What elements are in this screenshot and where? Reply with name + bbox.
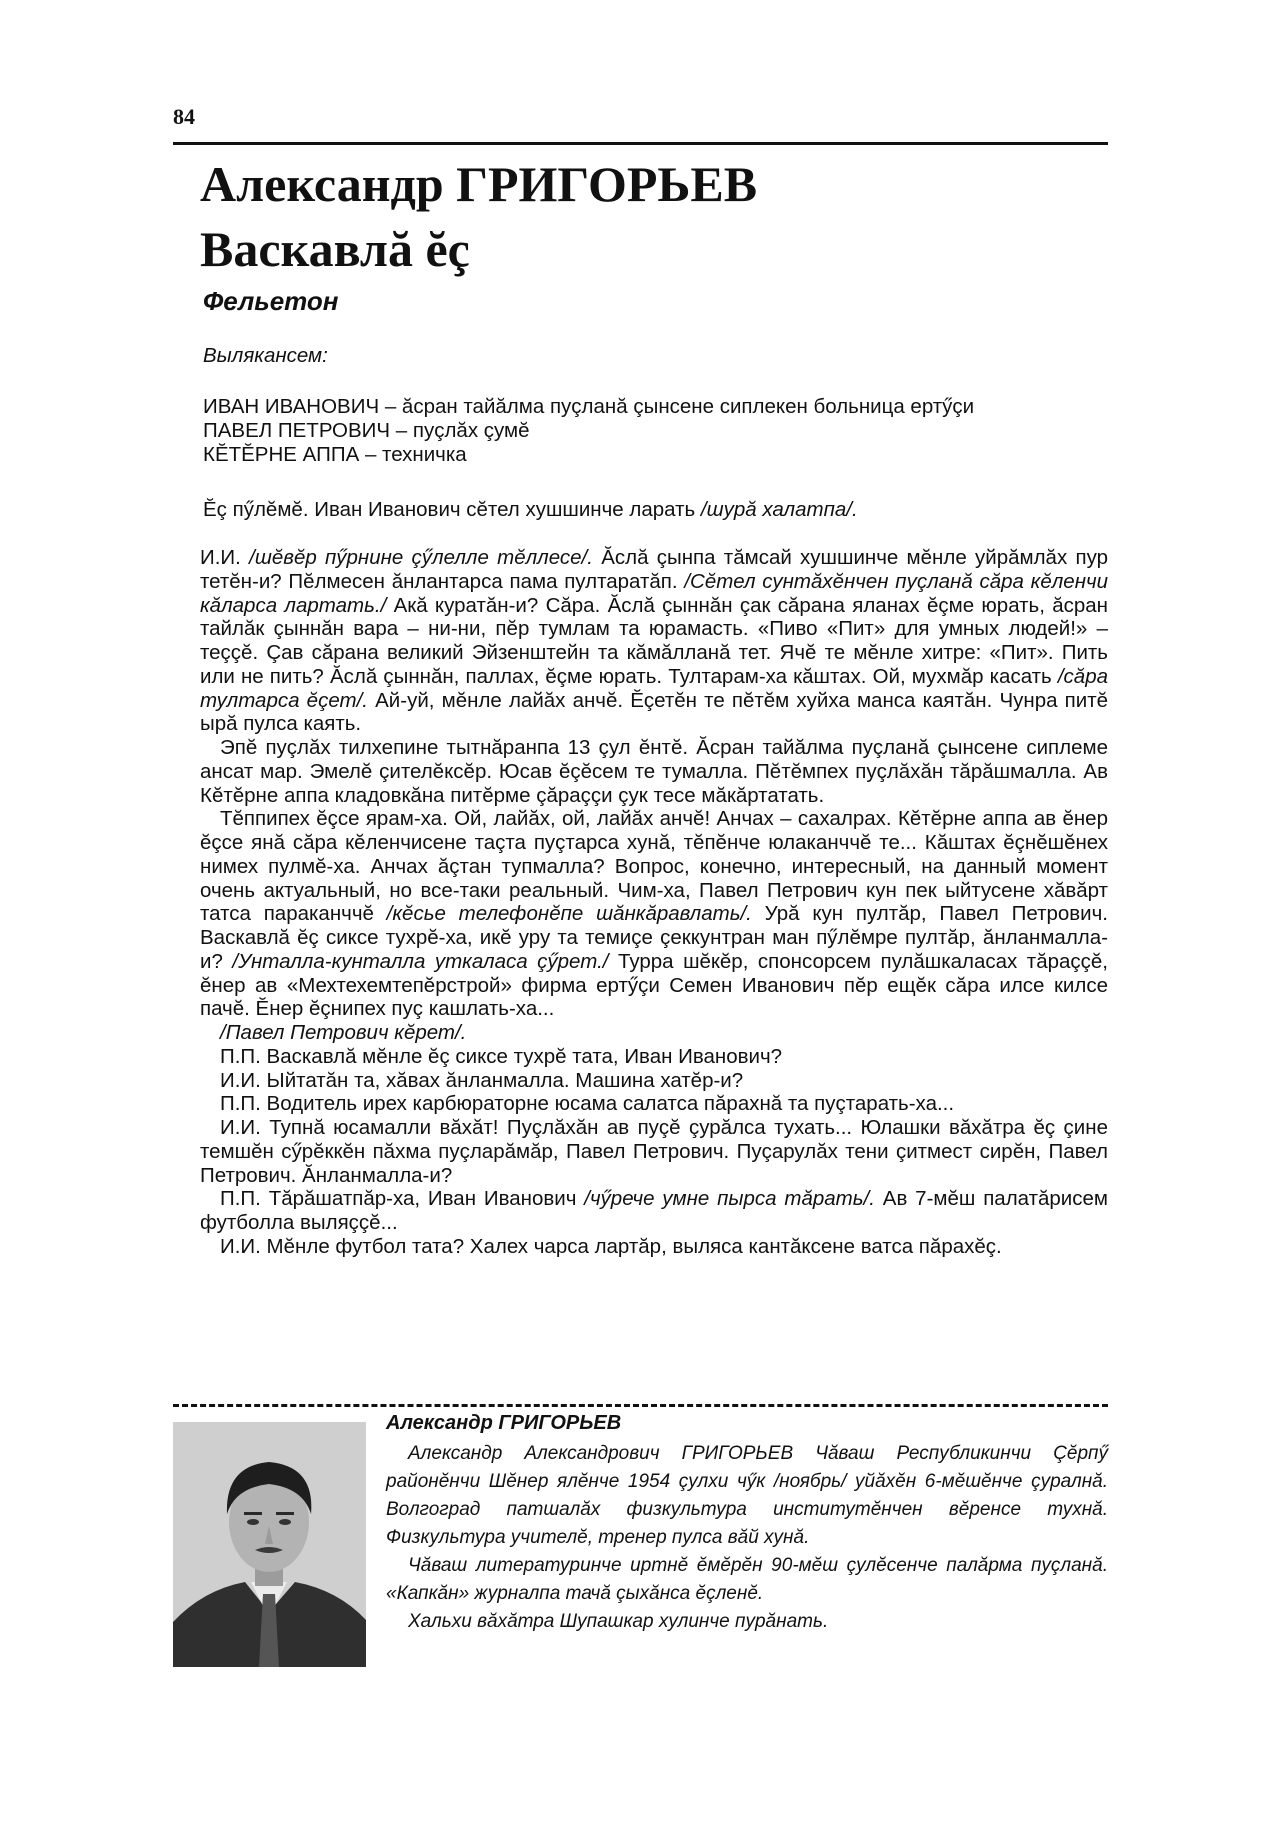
work-title: Васкавлă ĕç xyxy=(200,221,470,277)
dialogue-line: П.П. Васкавлă мĕнле ĕç сиксе тухрĕ тата, Иван Иванович? xyxy=(220,1044,783,1068)
bio-paragraph: Чăваш литературинче иртнĕ ĕмĕрĕн 90-мĕш çулĕсенче палăрма пуçланă. «Капкăн» журналпа тачă çыхăнса ĕçленĕ. xyxy=(386,1555,1108,1604)
speech-text: Тĕппипех ĕçсе ярам-ха. Ой, лайăх, ой, лайăх анчĕ! Анчах – сахалрах. Кĕтĕрне аппа ав ĕнер ĕçсе янă сăра кĕленчисене таçта пуçтарса хунă, тĕпĕнче юлаканччĕ те... Кăштах ĕçнĕшĕнех нимех пулмĕ-ха. Анчах ăçтан тупмалла? Вопрос, конечно, интересный, на данный момент очень актуальный, но все-таки реальный. Чим-ха, Павел Петрович кун пек ыйтусене хăвăрт татса параканччĕ xyxy=(200,807,1108,926)
stage-direction: /Сĕтел сунтăхĕнчен пуçланă сăра кĕленчи кăларса лартать./ xyxy=(200,569,1108,617)
section-divider xyxy=(173,1404,1108,1407)
stage-direction: /шĕвĕр пӳрнине çӳлелле тĕллесе/. xyxy=(249,546,593,569)
dialogue-paragraph: И.И. Тупнă юсамалли вăхăт! Пуçлăхăн ав пуçĕ çурăлса тухать... Юлашки вăхăтра ĕç çине темшĕн сӳрĕккĕн пăхма пуçларăмăр, Павел Петрович. Пуçарулăх тени çитмест сирĕн, Павел Петрович. Ăнланмалла-и? xyxy=(200,1116,1108,1187)
speech-text: П.П. Тăрăшатпăр-ха, Иван Иванович xyxy=(220,1187,585,1211)
bio-author-name: Александр ГРИГОРЬЕВ xyxy=(386,1412,622,1434)
speaker-text: И.И. xyxy=(200,546,250,569)
stage-direction: /сăра тултарса ĕçет/. xyxy=(200,664,1108,712)
bio-paragraph: Александр Александрович ГРИГОРЬЕВ Чăваш Республикинчи Çĕрпӳ районĕнчи Шĕнер ялĕнче 1954 çулхи чӳк /ноябрь/ уйăхĕн 6-мĕшĕнче çуралнă. Волгоград патшалăх физкультура институтĕнчен вĕренсе тухнă. Физкультура учителĕ, тренер пулса вăй хунă. xyxy=(386,1443,1108,1548)
speech-text: Акă куратăн-и? Сăра. Ăслă çыннăн çак сăрана яланах ĕçме юрать, ăсран тайлăк çыннăн вара – ни-ни, пĕр тумлам та юрамасть. «Пиво «Пит» для умных людей!» – теççĕ. Çав сăрана великий Эйзенштейн та кăмăлланă тет. Ячĕ те мĕнле хитре: «Пит». Пить или не пить? Ăслă çыннăн, паллах, ĕçме юрать. Тултарам-ха кăштах. Ой, мухмăр касать xyxy=(200,593,1108,688)
cast-member: КĔТĔРНЕ АППА – техничка xyxy=(203,443,467,466)
speech-text: Урă кун пултăр, Павел Петрович. Васкавлă ĕç сиксе тухрĕ-ха, икĕ уру та темиçе çеккунтран ман пӳлĕмре пултăр, ăнланмалла-и? xyxy=(200,902,1108,973)
stage-direction: /кĕсье телефонĕпе шăнкăравлать/. xyxy=(386,902,752,926)
stage-direction: /Унталла-кунталла уткаласа çӳрет./ xyxy=(232,949,609,973)
author-portrait-image xyxy=(173,1422,366,1667)
dialogue-paragraph xyxy=(200,807,1108,1021)
cast-member: ПАВЕЛ ПЕТРОВИЧ – пуçлăх çумĕ xyxy=(203,419,530,442)
genre-label: Фельетон xyxy=(203,286,339,316)
dialogue-line: П.П. Водитель ирех карбюраторне юсама салатса пăрахнă та пуçтарать-ха... xyxy=(220,1092,955,1116)
speech-text: Ай-уй, мĕнле лайăх анчĕ. Ĕçетĕн те пĕтĕм хуйха манса каятăн. Чунра питĕ ырă пулса каять. xyxy=(200,688,1108,736)
speech-text: Ăслă çынпа тăмсай хушшинче мĕнле уйрăмлăх пур тетĕн-и? Пĕлмесен ăнлантарса пама пултаратăп. xyxy=(200,546,1108,593)
dialogue-paragraph: Эпĕ пуçлăх тилхепине тытнăранпа 13 çул ĕнтĕ. Ăсран тайăлма пуçланă çынсене сиплеме ансат мар. Эмелĕ çителĕксĕр. Юсав ĕçĕсем те тумалла. Пĕтĕмпех пуçлăхăн тăрăшмалла. Ав Кĕтĕрне аппа кладовкăна питĕрме çăраççи çук тесе мăкăртатать. xyxy=(200,736,1108,807)
speech-text: Турра шĕкĕр, спонсорсем пулăшкаласах тăраççĕ, ĕнер ав «Мехтехемтепĕрстрой» фирма ертӳçи Семен Иванович пĕр ещĕк сăра илсе килсе пачĕ. Ĕнер ĕçнипех пуç кашлать-ха... xyxy=(200,949,1108,1021)
author-photo xyxy=(173,1422,366,1667)
dialogue-line: И.И. Мĕнле футбол тата? Халех чарса лартăр, выляса кантăксене ватса пăрахĕç. xyxy=(220,1234,1002,1258)
dialogue-paragraph xyxy=(200,546,1108,736)
stage-setting xyxy=(203,498,858,522)
page-number: 84 xyxy=(173,104,195,129)
play-text xyxy=(200,546,1108,1259)
cast-list xyxy=(203,395,974,467)
stage-setting-text: Ĕç пӳлĕмĕ. Иван Иванович сĕтел хушшинче ларать xyxy=(203,498,701,521)
cast-label: Вылякансем: xyxy=(203,344,328,367)
speech-text: Ав 7-мĕш палатăрисем футболла выляççĕ... xyxy=(200,1187,1108,1234)
stage-direction: /чӳрече умне пырса тăрать/. xyxy=(584,1187,875,1211)
dialogue-line: И.И. Ыйтатăн та, хăвах ăнланмалла. Машина хатĕр-и? xyxy=(220,1068,744,1092)
stage-direction: /Павел Петрович кĕрет/. xyxy=(220,1021,467,1044)
stage-direction: /шурă халатпа/. xyxy=(700,498,858,521)
cast-member: ИВАН ИВАНОВИЧ – ăсран тайăлма пуçланă çынсене сиплекен больница ертӳçи xyxy=(203,395,975,418)
bio-paragraph: Хальхи вăхăтра Шупашкар хулинче пурăнать. xyxy=(408,1611,829,1632)
stage-direction-line xyxy=(200,1021,1108,1045)
author-biography xyxy=(386,1440,1108,1636)
author-title: Александр ГРИГОРЬЕВ xyxy=(200,156,758,212)
dialogue-paragraph xyxy=(200,1187,1108,1235)
header-rule xyxy=(173,142,1108,145)
